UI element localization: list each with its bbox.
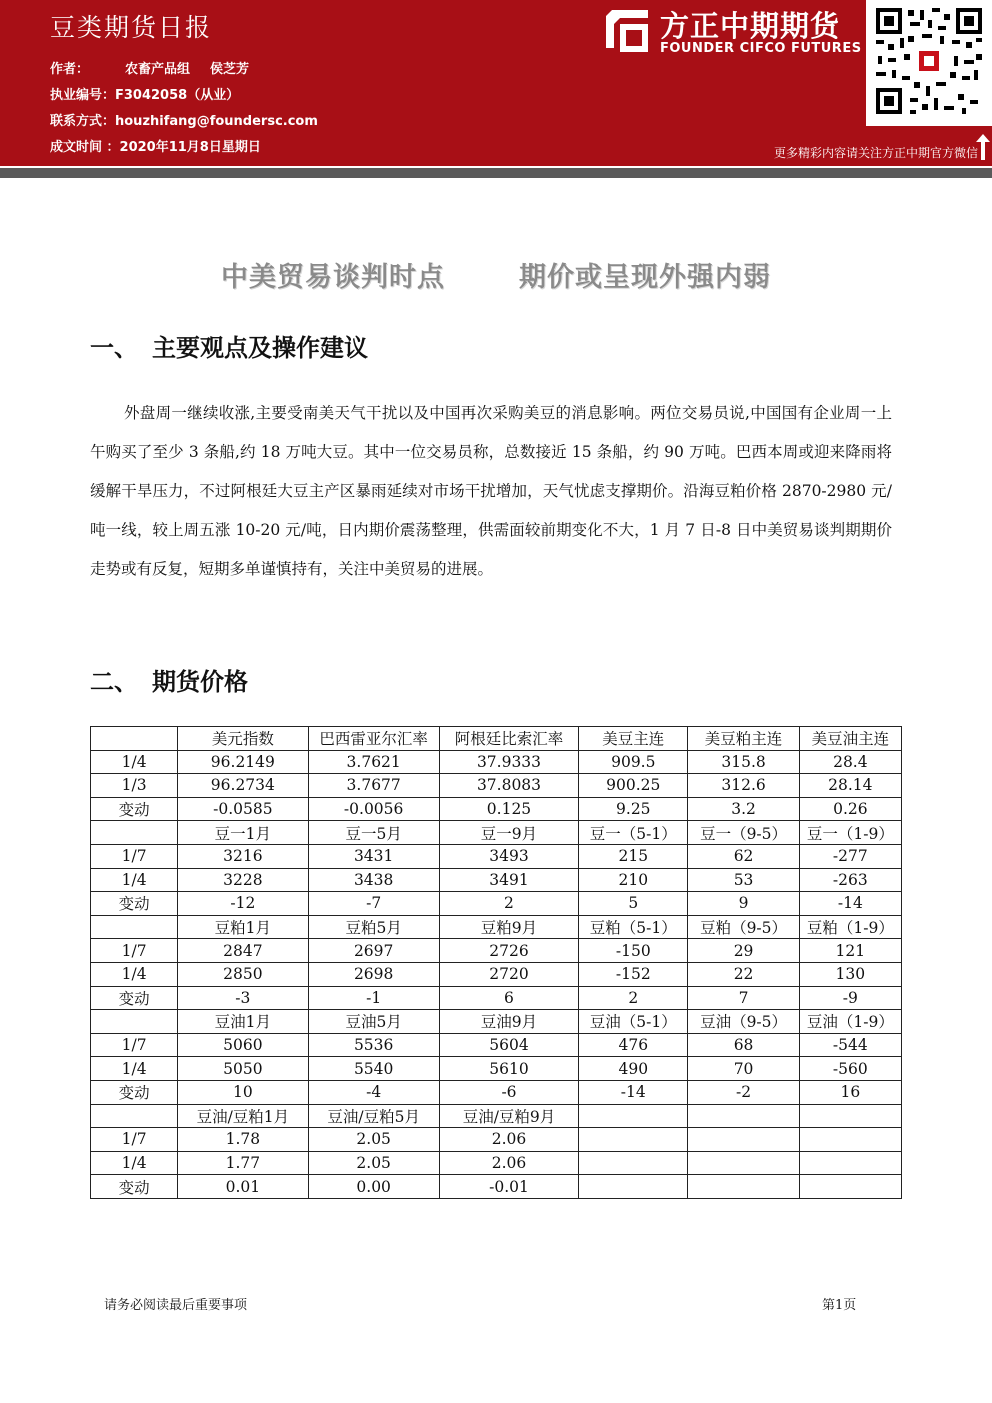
table-cell <box>799 1104 901 1128</box>
table-cell: 豆油（9-5） <box>688 1010 799 1034</box>
table-cell: -0.01 <box>439 1175 578 1199</box>
table-cell <box>688 1128 799 1152</box>
table-cell: 68 <box>688 1033 799 1057</box>
brand-name-cn: 方正中期期货 <box>660 9 841 43</box>
table-cell: 豆油（1-9） <box>799 1010 901 1034</box>
table-cell: 豆一（1-9） <box>799 821 901 845</box>
table-row <box>91 892 902 916</box>
section-number: 一、 <box>90 334 138 362</box>
table-cell <box>579 1151 688 1175</box>
table-cell: 37.8083 <box>439 774 578 798</box>
table-cell: 豆粕1月 <box>178 915 308 939</box>
table-cell: 2726 <box>439 939 578 963</box>
table-cell: 909.5 <box>579 750 688 774</box>
table-cell: 5540 <box>308 1057 439 1081</box>
title-left: 中美贸易谈判时点 <box>221 262 445 293</box>
table-cell: 豆油/豆粕5月 <box>308 1104 439 1128</box>
title-right: 期价或呈现外强内弱 <box>519 262 771 293</box>
table-cell: -560 <box>799 1057 901 1081</box>
table-cell: 70 <box>688 1057 799 1081</box>
table-cell: -277 <box>799 844 901 868</box>
table-cell: 豆一9月 <box>439 821 578 845</box>
table-cell: 豆油（5-1） <box>579 1010 688 1034</box>
section-heading-views <box>90 328 368 363</box>
row-label-cell: 1/4 <box>91 962 178 986</box>
table-cell: 0.00 <box>308 1175 439 1199</box>
table-cell: 2.05 <box>308 1128 439 1152</box>
table-row <box>91 868 902 892</box>
table-cell: 2 <box>579 986 688 1010</box>
table-cell: 阿根廷比索汇率 <box>439 727 578 751</box>
table-cell: -3 <box>178 986 308 1010</box>
table-cell: 0.26 <box>799 797 901 821</box>
table-cell: 3491 <box>439 868 578 892</box>
row-label-cell <box>91 727 178 751</box>
table-cell: -14 <box>799 892 901 916</box>
table-cell: 3.7621 <box>308 750 439 774</box>
author-group: 农畜产品组 <box>125 62 191 77</box>
table-cell: 豆油1月 <box>178 1010 308 1034</box>
row-label-cell <box>91 915 178 939</box>
table-cell: 1.77 <box>178 1151 308 1175</box>
table-row <box>91 1033 902 1057</box>
table-cell: 豆粕5月 <box>308 915 439 939</box>
table-cell: 210 <box>579 868 688 892</box>
futures-price-table <box>90 726 902 1199</box>
table-cell: -0.0056 <box>308 797 439 821</box>
table-cell: -9 <box>799 986 901 1010</box>
table-cell: 215 <box>579 844 688 868</box>
date-line: 成文时间 ：2020年11月8日星期日 <box>50 140 261 155</box>
table-cell: 476 <box>579 1033 688 1057</box>
table-cell: -1 <box>308 986 439 1010</box>
row-label-cell: 1/7 <box>91 844 178 868</box>
table-cell: 美豆粕主连 <box>688 727 799 751</box>
row-label-cell: 1/3 <box>91 774 178 798</box>
table-cell: 3431 <box>308 844 439 868</box>
table-row <box>91 962 902 986</box>
table-cell: 22 <box>688 962 799 986</box>
table-cell: 0.01 <box>178 1175 308 1199</box>
table-cell: -544 <box>799 1033 901 1057</box>
table-cell: -7 <box>308 892 439 916</box>
section-number: 二、 <box>90 668 138 696</box>
table-cell: 2847 <box>178 939 308 963</box>
table-cell: 16 <box>799 1080 901 1104</box>
table-cell: 豆粕（9-5） <box>688 915 799 939</box>
table-cell: 1.78 <box>178 1128 308 1152</box>
table-cell: 豆油5月 <box>308 1010 439 1034</box>
author-line <box>50 58 249 77</box>
table-row <box>91 1010 902 1034</box>
page-number: 第1页 <box>822 1298 857 1313</box>
table-cell: 6 <box>439 986 578 1010</box>
table-cell: 2720 <box>439 962 578 986</box>
row-label-cell: 变动 <box>91 1175 178 1199</box>
table-cell: 豆粕（1-9） <box>799 915 901 939</box>
table-cell: 豆一（5-1） <box>579 821 688 845</box>
document-title <box>0 255 992 294</box>
table-cell: -150 <box>579 939 688 963</box>
table-row <box>91 1128 902 1152</box>
table-row <box>91 727 902 751</box>
table-cell: 10 <box>178 1080 308 1104</box>
section-title: 主要观点及操作建议 <box>152 334 368 362</box>
row-label-cell: 1/7 <box>91 939 178 963</box>
table-cell: -0.0585 <box>178 797 308 821</box>
table-row <box>91 1151 902 1175</box>
table-cell: 豆油/豆粕1月 <box>178 1104 308 1128</box>
table-cell: 3216 <box>178 844 308 868</box>
row-label-cell: 1/7 <box>91 1033 178 1057</box>
table-cell: -2 <box>688 1080 799 1104</box>
table-cell: 豆油9月 <box>439 1010 578 1034</box>
table-row <box>91 774 902 798</box>
table-cell: -6 <box>439 1080 578 1104</box>
table-cell: 28.14 <box>799 774 901 798</box>
report-title: 豆类期货日报 <box>50 13 213 42</box>
table-cell: 96.2734 <box>178 774 308 798</box>
table-cell: 62 <box>688 844 799 868</box>
table-cell: 5536 <box>308 1033 439 1057</box>
table-cell: 豆一1月 <box>178 821 308 845</box>
table-cell <box>688 1175 799 1199</box>
qr-code <box>866 0 992 126</box>
header-divider <box>0 160 992 178</box>
table-cell: 2697 <box>308 939 439 963</box>
table-cell: -12 <box>178 892 308 916</box>
table-cell: -4 <box>308 1080 439 1104</box>
section-title: 期货价格 <box>152 668 248 696</box>
table-cell: 37.9333 <box>439 750 578 774</box>
table-row <box>91 1175 902 1199</box>
author-label: 作者： <box>50 62 90 77</box>
table-cell: 315.8 <box>688 750 799 774</box>
table-cell: 28.4 <box>799 750 901 774</box>
table-cell: 2850 <box>178 962 308 986</box>
contact-line: 联系方式：houzhifang@foundersc.com <box>50 114 318 129</box>
table-cell: 2.05 <box>308 1151 439 1175</box>
table-cell <box>579 1175 688 1199</box>
table-cell: 7 <box>688 986 799 1010</box>
row-label-cell: 1/4 <box>91 868 178 892</box>
table-cell: 2 <box>439 892 578 916</box>
table-cell: 9.25 <box>579 797 688 821</box>
row-label-cell <box>91 821 178 845</box>
table-cell: 130 <box>799 962 901 986</box>
table-cell: 9 <box>688 892 799 916</box>
table-row <box>91 1080 902 1104</box>
table-cell: 3493 <box>439 844 578 868</box>
table-cell: 3438 <box>308 868 439 892</box>
footer-notice: 请务必阅读最后重要事项 <box>104 1298 248 1313</box>
table-row <box>91 844 902 868</box>
table-cell: 美豆主连 <box>579 727 688 751</box>
table-row <box>91 915 902 939</box>
report-header <box>0 0 992 160</box>
table-cell <box>799 1128 901 1152</box>
license-line: 执业编号：F3042058（从业） <box>50 88 240 103</box>
founder-logo-icon <box>604 8 650 54</box>
row-label-cell: 变动 <box>91 797 178 821</box>
table-cell: 巴西雷亚尔汇率 <box>308 727 439 751</box>
table-row <box>91 750 902 774</box>
table-cell <box>579 1128 688 1152</box>
row-label-cell <box>91 1010 178 1034</box>
table-cell <box>688 1151 799 1175</box>
row-label-cell: 1/4 <box>91 1151 178 1175</box>
row-label-cell: 变动 <box>91 986 178 1010</box>
table-row <box>91 1104 902 1128</box>
row-label-cell: 1/7 <box>91 1128 178 1152</box>
row-label-cell: 变动 <box>91 1080 178 1104</box>
table-cell: 29 <box>688 939 799 963</box>
table-cell: 2698 <box>308 962 439 986</box>
table-cell: 5050 <box>178 1057 308 1081</box>
table-cell: 5604 <box>439 1033 578 1057</box>
table-row <box>91 939 902 963</box>
table-cell: -263 <box>799 868 901 892</box>
brand-name-en: FOUNDER CIFCO FUTURES <box>660 41 862 56</box>
table-cell: 5060 <box>178 1033 308 1057</box>
section-heading-prices <box>90 662 248 697</box>
author-name: 侯芝芳 <box>210 62 250 77</box>
table-cell: 96.2149 <box>178 750 308 774</box>
follow-wechat-text: 更多精彩内容请关注方正中期官方微信 <box>773 146 978 160</box>
table-cell: 2.06 <box>439 1151 578 1175</box>
views-paragraph: 外盘周一继续收涨,主要受南美天气干扰以及中国再次采购美豆的消息影响。两位交易员说,中国国有企业周一上午购买了至少 3 条船,约 18 万吨大豆。其中一位交易员称，总数接近 15 条船，约 90 万吨。巴西本周或迎来降雨将缓解干旱压力，不过阿根廷大豆主产区暴雨延续对市场干扰增加，天气忧虑支撑期价。沿海豆粕价格 2870-2980 元/吨一线，较上周五涨 10-20 元/吨，日内期价震荡整理，供需面较前期变化不大，1 月 7 日-8 日中美贸易谈判期期价走势或有反复，短期多单谨慎持有，关注中美贸易的进展。 <box>90 404 892 578</box>
table-cell: 3228 <box>178 868 308 892</box>
table-cell: 121 <box>799 939 901 963</box>
table-cell <box>688 1104 799 1128</box>
table-cell: -14 <box>579 1080 688 1104</box>
table-cell: 3.7677 <box>308 774 439 798</box>
table-cell: 53 <box>688 868 799 892</box>
table-cell: 3.2 <box>688 797 799 821</box>
row-label-cell <box>91 1104 178 1128</box>
table-cell: 豆一5月 <box>308 821 439 845</box>
table-cell: 豆一（9-5） <box>688 821 799 845</box>
table-cell: 豆粕（5-1） <box>579 915 688 939</box>
table-cell: 5610 <box>439 1057 578 1081</box>
table-cell: 0.125 <box>439 797 578 821</box>
qr-code-icon <box>874 6 984 116</box>
table-cell: 490 <box>579 1057 688 1081</box>
table-cell: 美元指数 <box>178 727 308 751</box>
table-row <box>91 1057 902 1081</box>
table-cell: 312.6 <box>688 774 799 798</box>
table-row <box>91 986 902 1010</box>
table-cell: -152 <box>579 962 688 986</box>
table-cell: 900.25 <box>579 774 688 798</box>
row-label-cell: 1/4 <box>91 1057 178 1081</box>
row-label-cell: 1/4 <box>91 750 178 774</box>
table-cell: 豆粕9月 <box>439 915 578 939</box>
table-cell: 美豆油主连 <box>799 727 901 751</box>
table-cell <box>579 1104 688 1128</box>
table-cell <box>799 1151 901 1175</box>
table-row <box>91 797 902 821</box>
arrow-up-icon <box>976 134 990 160</box>
table-cell <box>799 1175 901 1199</box>
row-label-cell: 变动 <box>91 892 178 916</box>
table-cell: 5 <box>579 892 688 916</box>
table-cell: 豆油/豆粕9月 <box>439 1104 578 1128</box>
table-cell: 2.06 <box>439 1128 578 1152</box>
table-row <box>91 821 902 845</box>
